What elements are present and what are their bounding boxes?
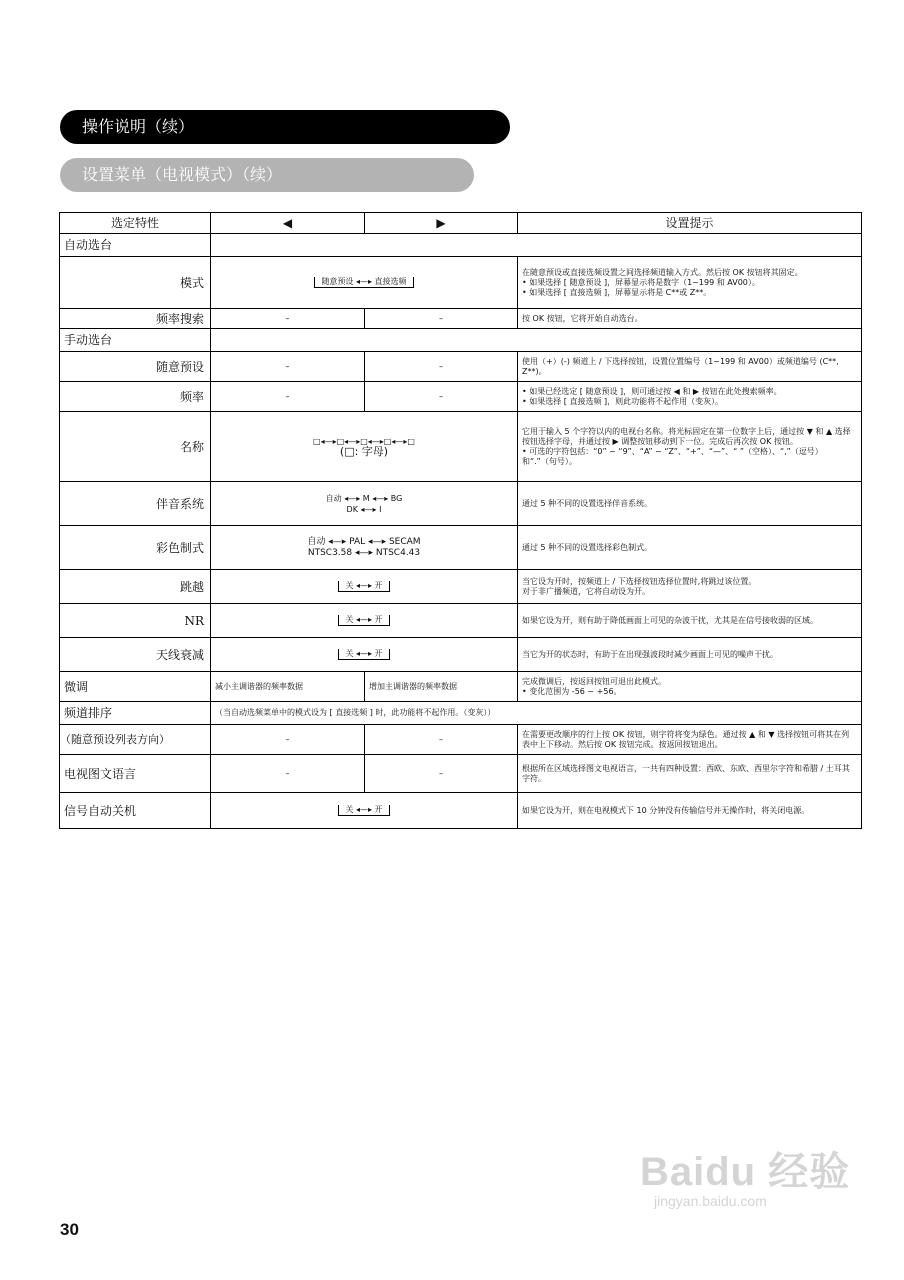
- cycle-diagram: 关 ◂—▸ 开: [338, 581, 389, 592]
- table-row: [60, 725, 862, 755]
- section-label: 手动选台: [60, 329, 211, 352]
- right-value: 增加主调谐器的频率数据: [365, 672, 518, 702]
- row-label: NR: [60, 604, 211, 638]
- page-number: 30: [60, 1220, 79, 1239]
- table-row: [60, 570, 862, 604]
- hint-line: 对于非广播频道，它将自动设为开。: [522, 586, 650, 596]
- table-row: [60, 526, 862, 570]
- row-note: （当自动选频菜单中的模式设为 [ 直接选频 ] 时，此功能将不起作用。（变灰））: [211, 702, 862, 725]
- cycle-diagram: 关 ◂—▸ 开: [338, 615, 389, 626]
- header-feature: 选定特性: [60, 213, 211, 234]
- row-label: 信号自动关机: [60, 793, 211, 829]
- left-value: –: [211, 725, 365, 755]
- left-value: –: [211, 309, 365, 329]
- left-value: –: [211, 352, 365, 382]
- hint-line: • 可选的字符包括：“0” ~ “9”、“A” ~ “Z”、“+”、“—”、“ ”（空格）、“,”（逗号）和“.”（句号）。: [522, 446, 823, 466]
- table-row: [60, 352, 862, 382]
- hint-line: 当它为开的状态时，有助于在出现强波段时减少画面上可见的噪声干扰。: [518, 638, 862, 672]
- cycle-diagram: NTSC3.58 ◂—▸ NTSC4.43: [307, 547, 421, 558]
- cycle-diagram: 关 ◂—▸ 开: [338, 805, 389, 816]
- cycle-diagram: 自动 ◂—▸ PAL ◂—▸ SECAM: [307, 536, 421, 547]
- watermark: [640, 1140, 850, 1209]
- hint-line: 通过 5 种不同的设置选择彩色制式。: [518, 526, 862, 570]
- table-row: [60, 412, 862, 482]
- row-label: 频道排序: [60, 702, 211, 725]
- left-value: –: [211, 382, 365, 412]
- watermark-url: jingyan.baidu.com: [654, 1193, 767, 1209]
- hint-line: • 如果已经选定 [ 随意预设 ]，则可通过按 ◀ 和 ▶ 按钮在此处搜索频率。: [522, 386, 782, 396]
- row-label: 跳越: [60, 570, 211, 604]
- row-label: 彩色制式: [60, 526, 211, 570]
- right-value: –: [365, 309, 518, 329]
- table-row: [60, 638, 862, 672]
- hint-line: • 如果选择 [ 随意预设 ]，屏幕显示将是数字（1~199 和 AV00）。: [522, 277, 760, 287]
- table-row: [60, 672, 862, 702]
- row-label: 频率搜索: [60, 309, 211, 329]
- cycle-diagram: □◂—▸□◂—▸□◂—▸□◂—▸□: [313, 437, 415, 446]
- subsection-banner: 设置菜单（电视模式）（续）: [60, 158, 474, 192]
- row-label: 名称: [60, 412, 211, 482]
- hint-line: • 如果选择 [ 直接选频 ]，屏幕显示将是 C**或 Z**。: [522, 287, 712, 297]
- hint-line: 根据所在区域选择图文电视语言，一共有四种设置：西欧、东欧、西里尔字符和希腊 / 土耳其字符。: [518, 755, 862, 793]
- hint-line: 通过 5 种不同的设置选择伴音系统。: [518, 482, 862, 526]
- header-left-arrow: ◀: [211, 213, 365, 234]
- row-label: 频率: [60, 382, 211, 412]
- hint-line: • 变化范围为 -56 ~ +56。: [522, 686, 622, 696]
- row-label: 微调: [60, 672, 211, 702]
- header-right-arrow: ▶: [365, 213, 518, 234]
- row-label: 天线衰减: [60, 638, 211, 672]
- section-banner: 操作说明（续）: [60, 110, 510, 144]
- section-row-manual: [60, 329, 862, 352]
- table-row: [60, 702, 862, 725]
- hint-line: 它用于输入 5 个字符以内的电视台名称。将光标固定在第一位数字上后，通过按 ▼ 和 ▲ 选择按钮选择字母，并通过按 ▶ 调整按钮移动到下一位。完成后再次按 OK 按钮。: [522, 426, 851, 446]
- cycle-diagram: DK ◂—▸ I: [346, 504, 382, 514]
- left-value: –: [211, 755, 365, 793]
- hint-line: 按 OK 按钮，它将开始自动选台。: [518, 309, 862, 329]
- header-hint: 设置提示: [518, 213, 862, 234]
- cycle-note: (□: 字母): [339, 445, 389, 458]
- cycle-diagram: 随意预设 ◂—▸ 直接选频: [314, 277, 413, 288]
- hint-line: 完成微调后，按返回按钮可退出此模式。: [522, 676, 666, 686]
- table-row: [60, 257, 862, 309]
- row-label: 电视图文语言: [60, 755, 211, 793]
- cycle-diagram: 关 ◂—▸ 开: [338, 649, 389, 660]
- right-value: –: [365, 382, 518, 412]
- table-row: [60, 755, 862, 793]
- watermark-brand: Baidu 经验: [640, 1150, 851, 1194]
- table-header-row: [60, 213, 862, 234]
- section-label: 自动选台: [60, 234, 211, 257]
- table-row: [60, 604, 862, 638]
- table-row: [60, 309, 862, 329]
- hint-line: 在需要更改顺序的行上按 OK 按钮，则字符将变为绿色。通过按 ▲ 和 ▼ 选择按钮可将其在列表中上下移动。然后按 OK 按钮完成。按返回按钮退出。: [518, 725, 862, 755]
- right-value: –: [365, 352, 518, 382]
- table-row: [60, 382, 862, 412]
- row-label: （随意预设列表方向）: [60, 725, 211, 755]
- row-label: 随意预设: [60, 352, 211, 382]
- row-label: 伴音系统: [60, 482, 211, 526]
- table-row: [60, 793, 862, 829]
- section-row-auto: [60, 234, 862, 257]
- settings-table: [59, 212, 862, 829]
- hint-line: 使用（+）(-) 频道上 / 下选择按钮，设置位置编号（1~199 和 AV00）或频道编号 (C**, Z**)。: [518, 352, 862, 382]
- hint-line: 如果它设为开，则在电视模式下 10 分钟没有传输信号并无操作时，将关闭电源。: [518, 793, 862, 829]
- right-value: –: [365, 755, 518, 793]
- hint-line: 在随意预设或直接选频设置之间选择频道输入方式。然后按 OK 按钮将其固定。: [522, 267, 803, 277]
- cycle-diagram: 自动 ◂—▸ M ◂—▸ BG: [325, 493, 403, 503]
- table-row: [60, 482, 862, 526]
- row-label: 模式: [60, 257, 211, 309]
- hint-line: • 如果选择 [ 直接选频 ]，则此功能将不起作用（变灰）。: [522, 396, 724, 406]
- hint-line: 如果它设为开，则有助于降低画面上可见的杂波干扰，尤其是在信号接收弱的区域。: [518, 604, 862, 638]
- right-value: –: [365, 725, 518, 755]
- left-value: 减小主调谐器的频率数据: [211, 672, 365, 702]
- hint-line: 当它设为开时，按频道上 / 下选择按钮选择位置时,将跳过该位置。: [522, 576, 757, 586]
